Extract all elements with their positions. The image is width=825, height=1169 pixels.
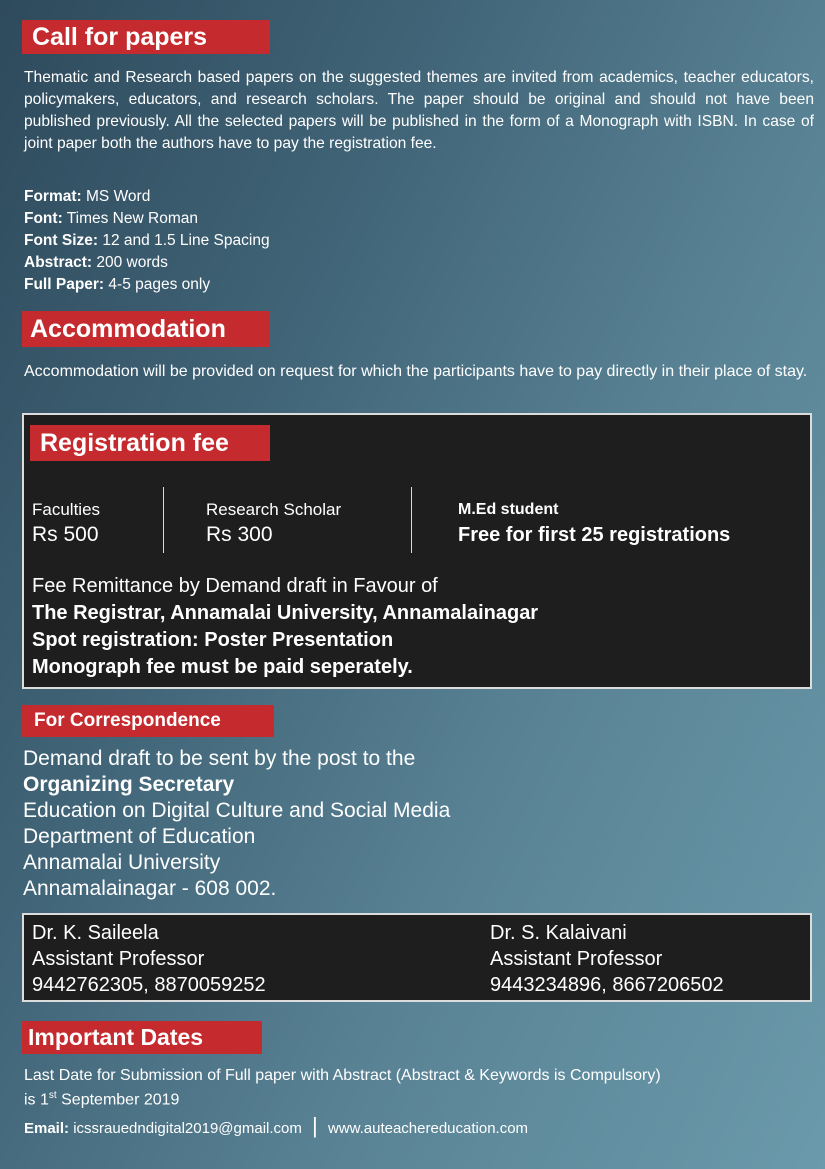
spec-font: Font: Times New Roman: [24, 210, 198, 227]
fee-med-student: [458, 499, 730, 549]
address-line: Annamalai University: [23, 851, 221, 874]
address-line: Annamalainagar - 608 002.: [23, 877, 277, 900]
fee-amount: Rs 500: [32, 523, 99, 546]
call-for-papers-heading: Call for papers: [22, 20, 270, 54]
remittance-text: Fee Remittance by Demand draft in Favour of: [32, 575, 438, 597]
accommodation-body: Accommodation will be provided on request for which the participants have to pay directly in their place of stay.: [24, 363, 808, 380]
deadline-line: Last Date for Submission of Full paper with Abstract (Abstract & Keywords is Compulsory): [24, 1067, 661, 1084]
contact-name: Dr. K. Saileela: [32, 922, 159, 944]
contact-phone: 9442762305, 8870059252: [32, 974, 266, 996]
fee-amount: Rs 300: [206, 523, 273, 546]
monograph-fee-text: Monograph fee must be paid seperately.: [32, 656, 413, 678]
correspondence-heading: For Correspondence: [22, 705, 274, 737]
email-link[interactable]: icssrauedndigital2019@gmail.com: [73, 1120, 302, 1137]
address-line: Education on Digital Culture and Social Media: [23, 799, 451, 822]
contact-card: [32, 920, 266, 998]
call-for-papers-body: Thematic and Research based papers on the suggested themes are invited from academics, teacher educators, policymakers, educators, and research scholars. The paper should be original and should not have been published previously. All the selected papers will be published in the form of a Monograph with ISBN. In case of joint paper both the authors have to pay the registration fee.: [24, 69, 814, 152]
fee-divider: [163, 487, 164, 553]
spec-format: Format: MS Word: [24, 188, 151, 205]
spec-full-paper: Full Paper: 4-5 pages only: [24, 276, 211, 293]
fee-remittance-block: [32, 573, 538, 681]
fee-category: Faculties: [32, 500, 101, 519]
contact-title: Assistant Professor: [32, 948, 205, 970]
important-dates-heading: Important Dates: [22, 1021, 262, 1054]
spot-registration-text: Spot registration: Poster Presentation: [32, 629, 394, 651]
fee-research-scholar: [206, 499, 341, 549]
registration-box: [22, 413, 812, 689]
contacts-box: [22, 913, 812, 1002]
correspondence-recipient: Organizing Secretary: [23, 773, 235, 796]
payee-text: The Registrar, Annamalai University, Annamalainagar: [32, 602, 539, 624]
correspondence-address: [23, 746, 450, 902]
contact-phone: 9443234896, 8667206502: [490, 974, 724, 996]
contact-name: Dr. S. Kalaivani: [490, 922, 627, 944]
website-link[interactable]: www.auteachereducation.com: [327, 1120, 529, 1137]
fee-faculties: [32, 499, 100, 549]
contact-footer: [24, 1115, 528, 1140]
footer-separator: |: [312, 1113, 318, 1138]
important-dates-text: [24, 1066, 814, 1110]
accommodation-heading: Accommodation: [22, 311, 270, 347]
fee-divider: [411, 487, 412, 553]
deadline-date: is 1st September 2019: [24, 1090, 180, 1109]
registration-heading: Registration fee: [30, 425, 270, 461]
contact-card: [490, 920, 724, 998]
fee-category: Research Scholar: [206, 500, 342, 519]
fee-amount: Free for first 25 registrations: [458, 524, 731, 546]
fee-category: M.Ed student: [458, 501, 559, 518]
correspondence-intro: Demand draft to be sent by the post to the: [23, 747, 416, 770]
contact-title: Assistant Professor: [490, 948, 663, 970]
email-label: Email:: [24, 1120, 70, 1137]
spec-abstract: Abstract: 200 words: [24, 254, 168, 271]
address-line: Department of Education: [23, 825, 256, 848]
spec-font-size: Font Size: 12 and 1.5 Line Spacing: [24, 232, 270, 249]
paper-specs: [24, 186, 270, 296]
